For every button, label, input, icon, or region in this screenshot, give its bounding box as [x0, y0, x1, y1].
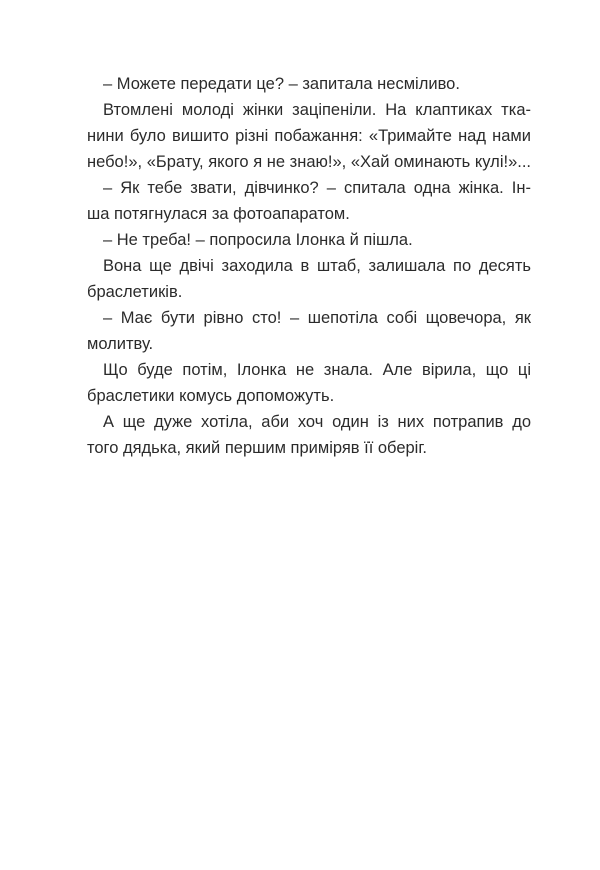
text-line: браслетики комусь допоможуть.: [87, 387, 335, 405]
text-line: – Має бути рівно сто! – шепотіла собі щовечора, як: [103, 309, 531, 327]
text-line: Втомлені молоді жінки заціпеніли. На клаптиках тка-: [103, 101, 531, 119]
text-line: Що буде потім, Ілонка не знала. Але вірила, що ці: [103, 361, 531, 379]
text-line: – Можете передати це? – запитала несміливо.: [103, 75, 460, 93]
text-line: молитву.: [87, 335, 154, 353]
text-line: ша потягнулася за фотоапаратом.: [87, 205, 350, 223]
text-line: нини було вишито різні побажання: «Тримайте над нами: [87, 127, 531, 145]
text-line: – Як тебе звати, дівчинко? – спитала одна жінка. Ін-: [103, 179, 531, 197]
text-line: – Не треба! – попросила Ілонка й пішла.: [103, 231, 413, 249]
text-line: того дядька, який першим приміряв її оберіг.: [87, 439, 427, 457]
text-line: Вона ще двічі заходила в штаб, залишала по десять: [103, 257, 531, 275]
body-text: [87, 71, 531, 461]
text-line: браслетиків.: [87, 283, 183, 301]
text-line: небо!», «Брату, якого я не знаю!», «Хай оминають кулі!»...: [87, 153, 531, 171]
text-line: А ще дуже хотіла, аби хоч один із них потрапив до: [103, 413, 531, 431]
